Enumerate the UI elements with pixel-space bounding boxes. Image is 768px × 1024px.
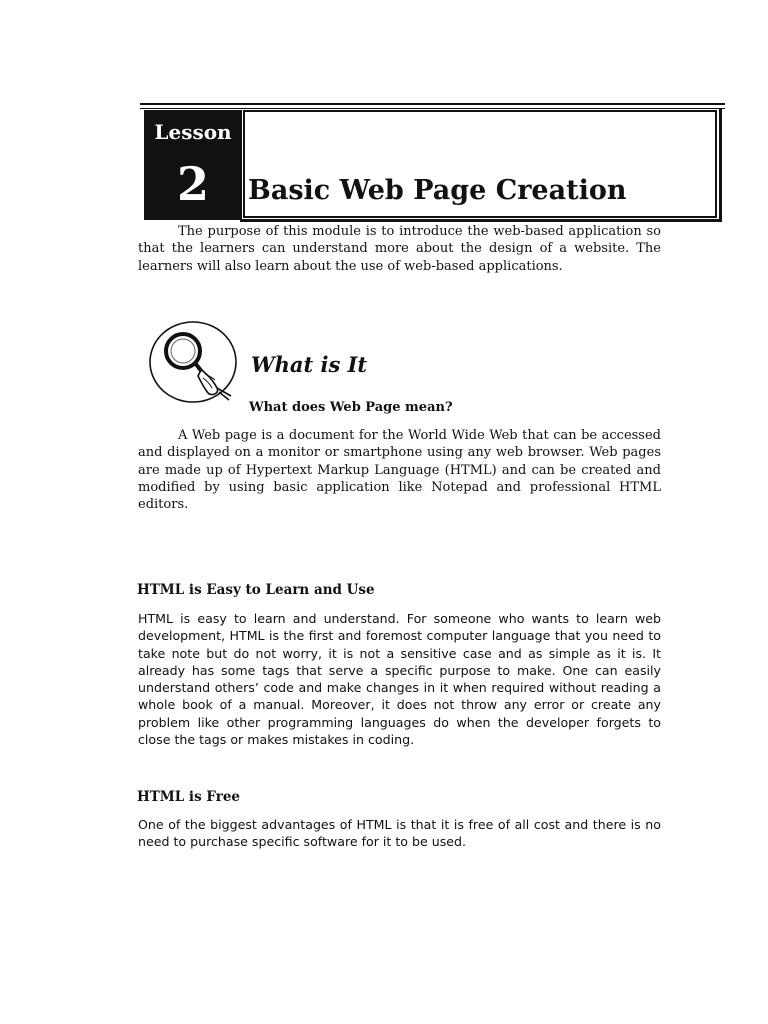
lesson-title: Basic Web Page Creation xyxy=(248,175,627,206)
section-title: What is It xyxy=(251,352,368,377)
heading-easy-to-learn: HTML is Easy to Learn and Use xyxy=(137,582,375,598)
heading-html-free: HTML is Free xyxy=(137,789,241,805)
easy-to-learn-paragraph: HTML is easy to learn and understand. For someone who wants to learn web development, HTML is the first and foremost computer language that you need to take note but do not worry, it is not a sensitive case and as simple as it is. It already has some tags that serve a specific purpose to make. One can easily understand others’ code and make changes in it when required without reading a whole book of a manual. Moreover, it does not throw any error or create any problem like other programming languages do when the developer forgets to close the tags or makes mistakes in coding. xyxy=(138,611,661,748)
header-rule xyxy=(140,103,725,105)
lesson-header xyxy=(140,103,725,222)
web-page-definition: A Web page is a document for the World Wide Web that can be accessed and displayed on a monitor or smartphone using any web browser. Web pages are made up of Hypertext Markup Language (HTML) and can be created and modified by using basic application like Notepad and professional HTML editors. xyxy=(138,428,661,513)
magnifying-glass-icon xyxy=(143,318,243,406)
intro-paragraph: The purpose of this module is to introduce the web-based application so that the learners can understand more about the design of a website. The learners will also learn about the use of web-based applications. xyxy=(138,224,661,274)
section-question: What does Web Page mean? xyxy=(249,400,453,415)
lesson-label: Lesson xyxy=(154,120,232,144)
lesson-number: 2 xyxy=(176,157,209,211)
html-free-paragraph: One of the biggest advantages of HTML is that it is free of all cost and there is no need to purchase specific software for it to be used. xyxy=(138,817,661,850)
lesson-badge xyxy=(144,110,242,220)
